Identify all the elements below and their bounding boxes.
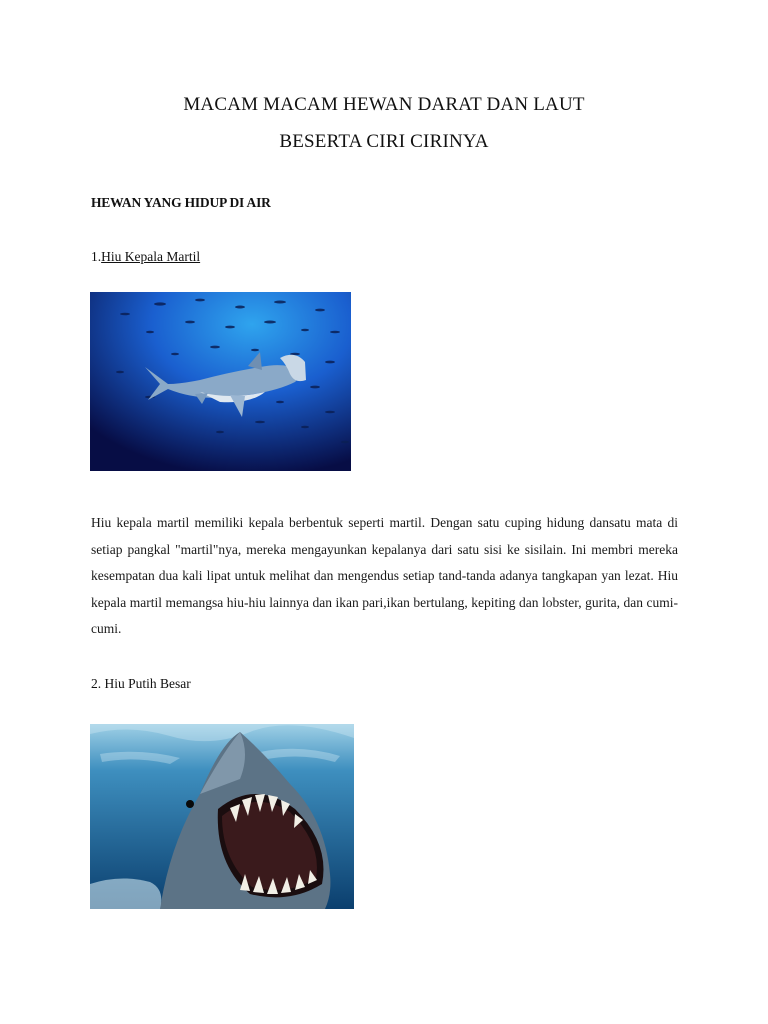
item-1-number: 1. xyxy=(91,249,102,264)
document-title-line-1: MACAM MACAM HEWAN DARAT DAN LAUT xyxy=(183,94,585,115)
item-1-description: Hiu kepala martil memiliki kepala berbentuk seperti martil. Dengan satu cuping hidung dansatu mata di setiap pangkal "martil"nya, mereka mengayunkan kepalanya dari satu sisi ke sisilain. Ini membri mereka kesempatan dua kali lipat untuk melihat dan mengendus setiap tand-tanda adanya tangkapan yan lezat. Hiu kepala martil memangsa hiu-hiu lainnya dan ikan pari,ikan bertulang, kepiting dan lobster, gurita, dan cumi-cumi. xyxy=(91,515,678,637)
document-title-line-2: BESERTA CIRI CIRINYA xyxy=(279,131,489,152)
item-1-title xyxy=(91,249,200,265)
item-1-name: Hiu Kepala Martil xyxy=(101,249,201,264)
great-white-shark-photo xyxy=(90,724,354,909)
section-heading: HEWAN YANG HIDUP DI AIR xyxy=(91,195,271,210)
hammerhead-shark-photo xyxy=(90,292,351,471)
item-2-title: 2. Hiu Putih Besar xyxy=(91,676,191,691)
